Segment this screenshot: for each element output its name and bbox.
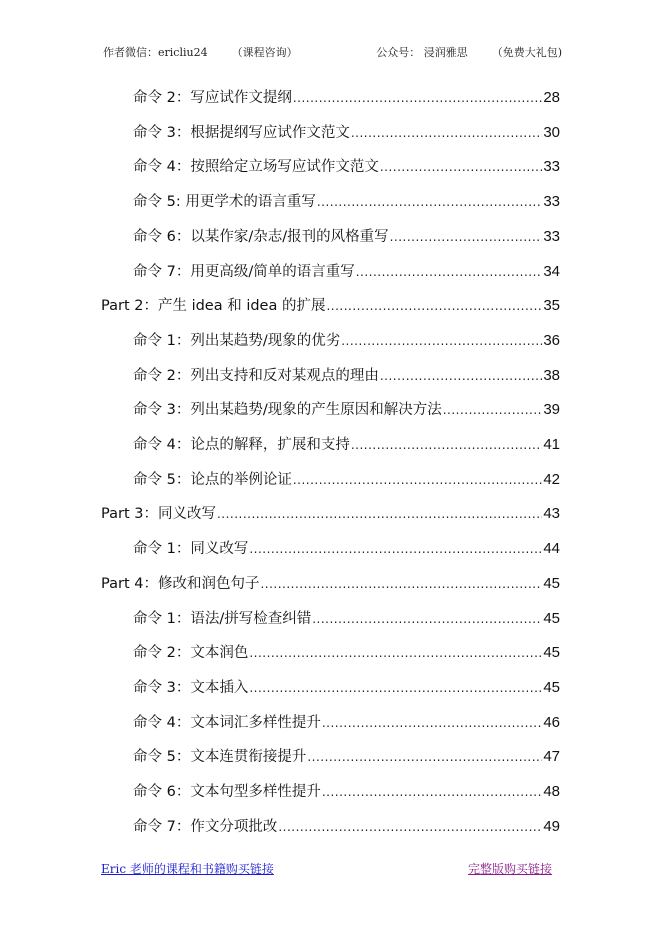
- toc-dot-leader: [356, 260, 543, 284]
- toc-dot-leader: [351, 121, 542, 145]
- toc-command-entry[interactable]: [133, 190, 560, 214]
- toc-page-number: 28: [543, 89, 560, 106]
- page-header: [103, 44, 562, 64]
- toc-page-number: 33: [543, 158, 560, 176]
- toc-entry-label: 命令 2：写应试作文提纲: [133, 90, 292, 106]
- toc-page-number: 42: [543, 470, 560, 488]
- toc-page-number: 38: [543, 366, 560, 384]
- toc-dot-leader: [317, 190, 542, 214]
- toc-dot-leader: [278, 815, 542, 839]
- toc-page-number: 45: [543, 574, 560, 592]
- toc-command-entry[interactable]: [133, 537, 560, 561]
- header-account-label: 公众号：: [376, 46, 421, 59]
- toc-dot-leader: [217, 502, 542, 526]
- toc-entry-label: 命令 1：同义改写: [133, 541, 249, 558]
- header-wechat-note: （课程咨询）: [231, 46, 298, 59]
- toc-entry-label: Part 4：修改和润色句子: [101, 575, 260, 592]
- toc-entry-label: 命令 2：文本润色: [133, 645, 249, 662]
- toc-entry-label: 命令 5：文本连贯衔接提升: [133, 749, 307, 766]
- toc-command-entry[interactable]: [133, 780, 560, 804]
- header-account-name: 浸润雅思: [423, 46, 468, 59]
- toc-entry-label: 命令 5: 用更学术的语言重写: [133, 194, 316, 211]
- toc-entry-label: 命令 3：列出某趋势/现象的产生原因和解决方法: [133, 402, 442, 419]
- toc-page-number: 49: [543, 817, 560, 835]
- toc-dot-leader: [249, 537, 542, 561]
- toc-entry-label: 命令 6：文本句型多样性提升: [133, 784, 321, 800]
- toc-page-number: 36: [543, 331, 560, 349]
- toc-command-entry[interactable]: [133, 745, 560, 769]
- toc-command-entry[interactable]: [133, 155, 560, 179]
- toc-dot-leader: [293, 468, 542, 492]
- header-official-account: [376, 44, 562, 60]
- toc-page-number: 45: [543, 609, 560, 627]
- toc-page-number: 45: [543, 644, 560, 662]
- toc-command-entry[interactable]: [133, 398, 560, 422]
- toc-page-number: 45: [543, 678, 560, 696]
- toc-page-number: 33: [543, 227, 560, 245]
- toc-command-entry[interactable]: [133, 641, 560, 665]
- toc-page-number: 48: [543, 783, 560, 800]
- toc-page-number: 35: [543, 297, 560, 315]
- toc-dot-leader: [307, 745, 542, 769]
- toc-page-number: 34: [543, 262, 560, 280]
- toc-command-entry[interactable]: [133, 815, 560, 839]
- toc-dot-leader: [293, 86, 542, 110]
- toc-entry-label: Part 2：产生 idea 和 idea 的扩展: [101, 298, 326, 315]
- toc-entry-label: 命令 2：列出支持和反对某观点的理由: [133, 367, 379, 384]
- toc-dot-leader: [351, 433, 542, 457]
- toc-page-number: 47: [543, 748, 560, 766]
- toc-page-number: 33: [543, 193, 560, 211]
- toc-entry-label: 命令 1：语法/拼写检查纠错: [133, 610, 312, 627]
- toc-page-number: 39: [543, 401, 560, 419]
- toc-page-number: 30: [543, 123, 560, 141]
- toc-command-entry[interactable]: [133, 676, 560, 700]
- toc-page-number: 43: [543, 505, 560, 523]
- toc-page-number: 46: [543, 713, 560, 731]
- toc-entry-label: 命令 5：论点的举例论证: [133, 471, 292, 488]
- toc-command-entry[interactable]: [133, 121, 560, 145]
- full-version-purchase-link[interactable]: 完整版购买链接: [467, 862, 552, 876]
- toc-dot-leader: [341, 329, 542, 353]
- header-account-note: （免费大礼包): [491, 46, 562, 59]
- toc-command-entry[interactable]: [133, 86, 560, 110]
- toc-command-entry[interactable]: [133, 711, 560, 735]
- toc-command-entry[interactable]: [133, 607, 560, 631]
- toc-command-entry[interactable]: [133, 225, 560, 249]
- toc-dot-leader: [380, 155, 542, 179]
- toc-entry-label: Part 3：同义改写: [101, 506, 216, 523]
- toc-part-entry[interactable]: [101, 572, 560, 596]
- toc-page-number: 41: [543, 436, 560, 453]
- toc-entry-label: 命令 4：文本词汇多样性提升: [133, 714, 321, 731]
- toc-command-entry[interactable]: [133, 260, 560, 284]
- toc-dot-leader: [380, 364, 542, 388]
- toc-entry-label: 命令 1：列出某趋势/现象的优劣: [133, 332, 341, 349]
- toc-command-entry[interactable]: [133, 433, 560, 457]
- page-footer: [101, 860, 552, 880]
- toc-command-entry[interactable]: [133, 364, 560, 388]
- toc-dot-leader: [322, 711, 542, 735]
- toc-entry-label: 命令 3：根据提纲写应试作文范文: [133, 124, 350, 141]
- toc-dot-leader: [249, 676, 542, 700]
- toc-entry-label: 命令 7：用更高级/简单的语言重写: [133, 263, 355, 280]
- toc-dot-leader: [249, 641, 542, 665]
- toc-dot-leader: [443, 398, 543, 422]
- toc-entry-label: 命令 4：按照给定立场写应试作文范文: [133, 159, 379, 176]
- toc-entry-label: 命令 4：论点的解释，扩展和支持: [133, 437, 350, 453]
- toc-command-entry[interactable]: [133, 329, 560, 353]
- header-wechat-label: 作者微信：: [103, 46, 158, 59]
- toc-part-entry[interactable]: [101, 502, 560, 526]
- toc-dot-leader: [326, 294, 542, 318]
- toc-dot-leader: [390, 225, 543, 249]
- toc-part-entry[interactable]: [101, 294, 560, 318]
- toc-dot-leader: [260, 572, 542, 596]
- header-author-wechat: [103, 44, 298, 60]
- toc-dot-leader: [312, 607, 542, 631]
- toc-page-number: 44: [543, 540, 560, 558]
- toc-entry-label: 命令 3：文本插入: [133, 679, 249, 696]
- toc-command-entry[interactable]: [133, 468, 560, 492]
- toc-entry-label: 命令 6：以某作家/杂志/报刊的风格重写: [133, 228, 389, 245]
- header-wechat-id: ericliu24: [158, 46, 208, 59]
- toc-dot-leader: [322, 780, 542, 804]
- toc-entry-label: 命令 7：作文分项批改: [133, 818, 278, 835]
- course-book-purchase-link[interactable]: Eric 老师的课程和书籍购买链接: [101, 862, 274, 876]
